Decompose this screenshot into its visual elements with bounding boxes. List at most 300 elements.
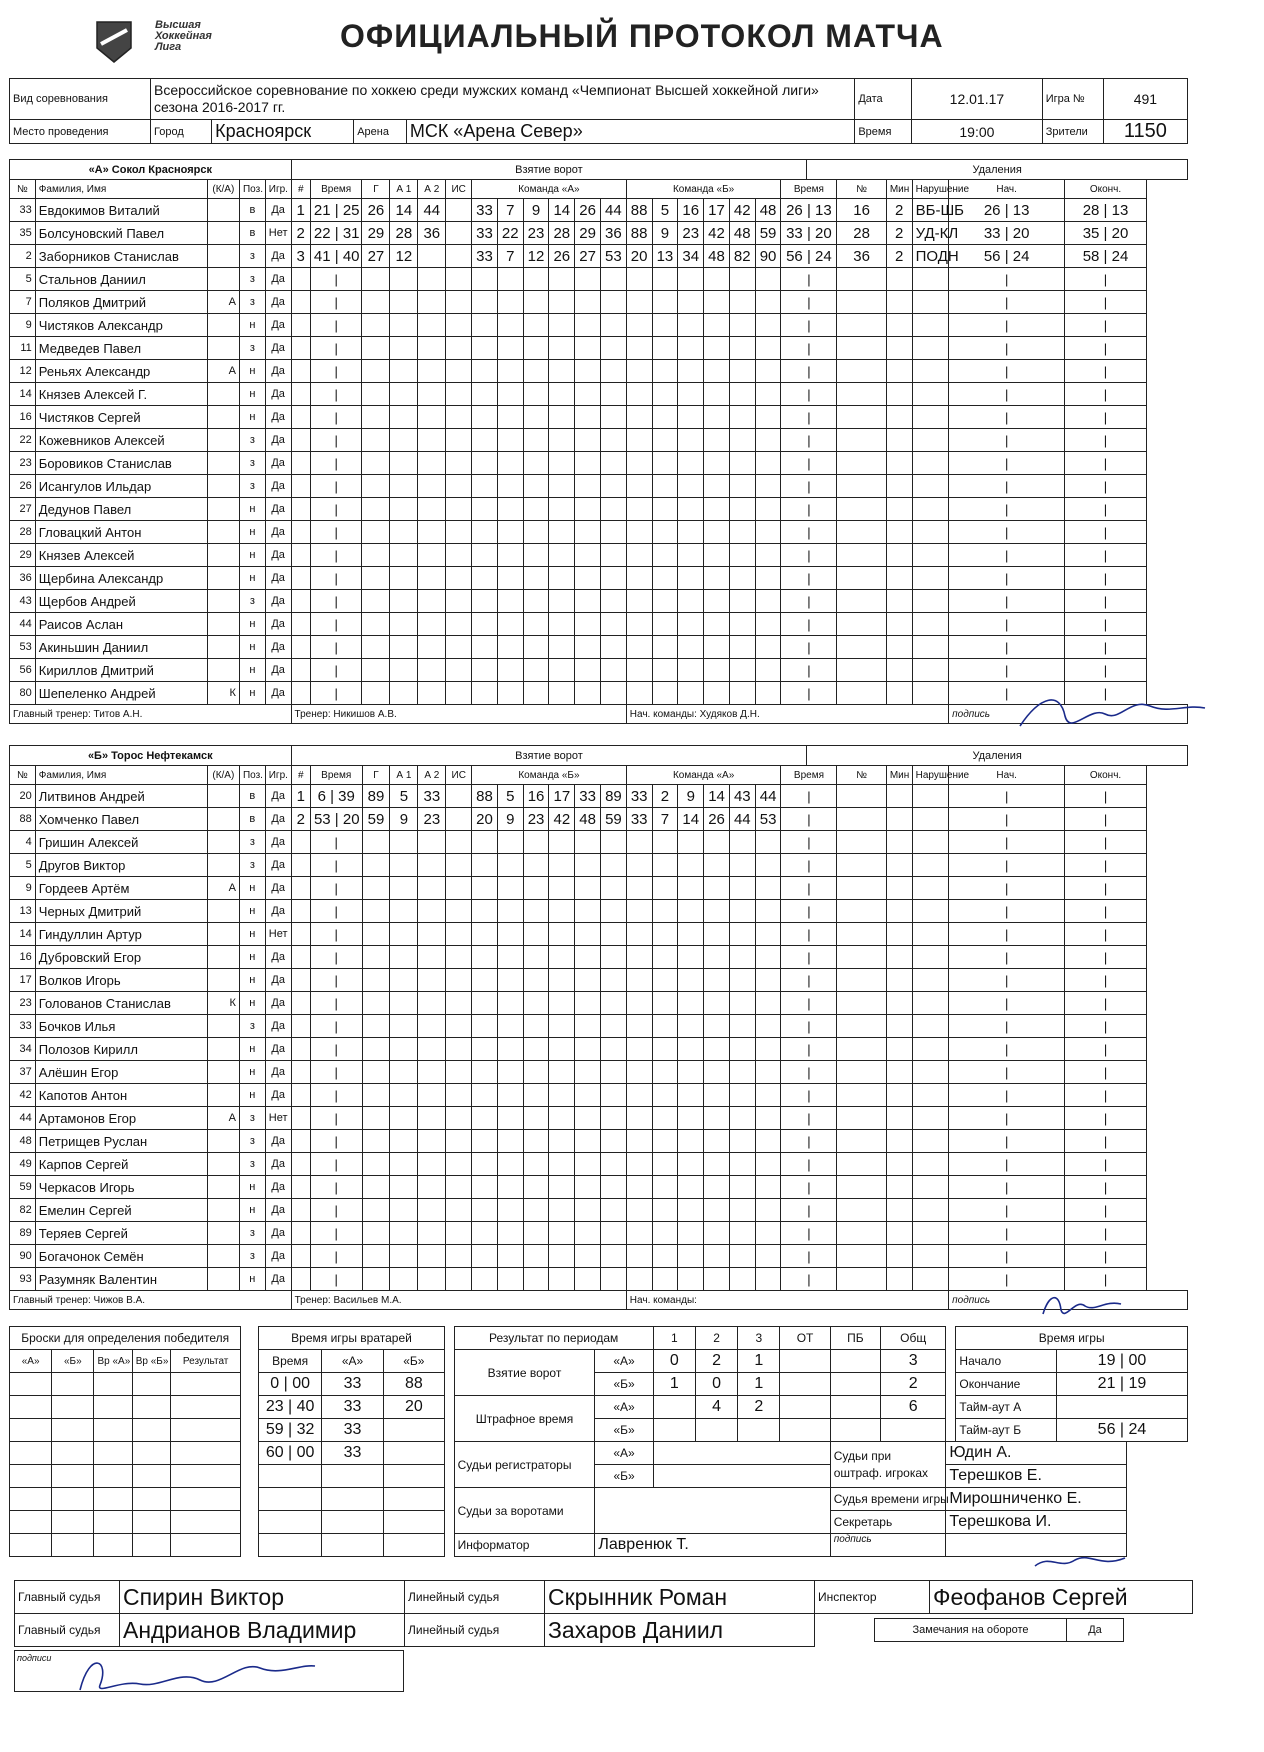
team-a-pen-minutes (886, 314, 912, 337)
main-referee-2: Андрианов Владимир (120, 1614, 405, 1647)
team-a-player-row (10, 521, 1188, 544)
team-a-goal-cell (652, 567, 678, 590)
team-a-player-name: Чистяков Александр (35, 314, 207, 337)
team-a-pen-violation: ВБ-ШБ (912, 199, 949, 222)
team-b-player-role (207, 1268, 239, 1291)
team-a-player-role (207, 544, 239, 567)
team-a-goal-cell (390, 498, 418, 521)
team-b-goal-time: | (310, 1199, 362, 1222)
team-b-pen-time: | (781, 1084, 837, 1107)
team-b-goal-cell (755, 992, 781, 1015)
team-a-goal-cell (390, 429, 418, 452)
team-b-pen-start: | (949, 1015, 1065, 1038)
team-a-onice-own: 33 (472, 199, 498, 222)
team-b-pen-time: | (781, 1061, 837, 1084)
team-a-goal-scorer: 26 (362, 199, 390, 222)
team-b-player-position: н (239, 1176, 265, 1199)
team-b-player-role (207, 1061, 239, 1084)
team-b-goal-cell (472, 992, 498, 1015)
team-a-goal-cell (678, 544, 704, 567)
team-b-onice-own: 59 (601, 808, 627, 831)
team-a-goal-cell (729, 567, 755, 590)
team-b-goal-cell (755, 1153, 781, 1176)
team-a-pen-start: | (949, 268, 1065, 291)
team-b-goal-cell (390, 923, 418, 946)
team-b-goal-cell (755, 1222, 781, 1245)
team-a-player-position: з (239, 337, 265, 360)
team-a-player-row (10, 429, 1188, 452)
team-b-player-role (207, 831, 239, 854)
team-b-pen-end: | (1065, 1176, 1147, 1199)
goals-b-pb (830, 1373, 880, 1396)
team-a-goal-cell (472, 590, 498, 613)
team-a-pen-time: | (781, 544, 837, 567)
team-a-goal-cell (549, 521, 575, 544)
team-a-goal-cell (729, 544, 755, 567)
team-a-player-played: Да (265, 245, 291, 268)
team-a-goal-cell (446, 429, 472, 452)
team-a-pen-time: | (781, 291, 837, 314)
team-b-goal-cell (729, 877, 755, 900)
team-b-goal-time: | (310, 1222, 362, 1245)
team-b-player-position: н (239, 969, 265, 992)
team-a-goal-cell (472, 521, 498, 544)
team-b-section (9, 745, 1188, 1310)
team-b-goal-cell (575, 854, 601, 877)
team-b-goal-cell (652, 1038, 678, 1061)
team-a-goal-cell (652, 590, 678, 613)
team-a-goal-cell (704, 567, 730, 590)
team-b-goal-cell (418, 1176, 446, 1199)
team-a-goal-cell (652, 659, 678, 682)
team-b-goal-cell (678, 1015, 704, 1038)
team-a-pen-player (837, 498, 886, 521)
team-b-player-number: 23 (10, 992, 36, 1015)
goals-team-a-label: «А» (595, 1350, 653, 1373)
team-a-team-chief-name: Худяков Д.Н. (699, 708, 760, 720)
team-b-pen-time: | (781, 900, 837, 923)
team-b-player-played: Да (265, 808, 291, 831)
team-a-goal-cell (390, 636, 418, 659)
team-a-goal-cell (472, 636, 498, 659)
team-a-player-position: н (239, 406, 265, 429)
team-b-player-name: Петрищев Руслан (35, 1130, 207, 1153)
team-a-player-played: Да (265, 521, 291, 544)
team-b-onice-opp: 14 (704, 785, 730, 808)
team-b-goal-cell (755, 877, 781, 900)
team-b-onice-own: 20 (472, 808, 498, 831)
team-a-goal-cell (390, 291, 418, 314)
team-a-goal-cell (472, 429, 498, 452)
team-b-goal-cell (704, 854, 730, 877)
team-a-goal-cell (472, 498, 498, 521)
team-b-goal-cell (472, 1107, 498, 1130)
team-a-player-name: Кожевников Алексей (35, 429, 207, 452)
team-b-goal-cell (497, 831, 523, 854)
team-b-goal-cell (755, 969, 781, 992)
signatures-label: подписи (17, 1653, 52, 1663)
team-b-goal-cell (549, 831, 575, 854)
team-b-goal-cell (523, 1199, 549, 1222)
team-b-goal-time: | (310, 1130, 362, 1153)
team-a-goal-cell (362, 360, 390, 383)
team-b-goal-cell (362, 992, 390, 1015)
team-b-goal-cell (523, 923, 549, 946)
team-b-player-number: 5 (10, 854, 36, 877)
team-a-player-role (207, 406, 239, 429)
team-b-pen-player (837, 808, 886, 831)
team-b-goal-time: | (310, 854, 362, 877)
team-b-pen-minutes (886, 808, 912, 831)
team-a-goal-time: | (310, 360, 362, 383)
team-b-player-number: 89 (10, 1222, 36, 1245)
team-b-pen-start: | (949, 969, 1065, 992)
notes-value: Да (1067, 1619, 1124, 1642)
team-a-goal-cell (704, 383, 730, 406)
team-b-goal-cell (678, 923, 704, 946)
team-b-goal-cell (390, 1153, 418, 1176)
team-a-goal-cell (575, 682, 601, 705)
team-a-player-name: Князев Алексей (35, 544, 207, 567)
team-a-pen-player (837, 544, 886, 567)
team-a-goal-cell (549, 452, 575, 475)
team-a-goal-cell (652, 406, 678, 429)
team-a-goal-cell (362, 291, 390, 314)
team-a-head-coach-name: Титов А.Н. (93, 708, 143, 720)
team-a-goal-cell (390, 360, 418, 383)
team-b-player-played: Да (265, 900, 291, 923)
team-a-pen-violation (912, 521, 949, 544)
team-a-pen-end: | (1065, 521, 1147, 544)
team-a-player-role: А (207, 360, 239, 383)
team-a-goal-cell (626, 636, 652, 659)
team-b-goal-cell (549, 946, 575, 969)
team-b-pen-end: | (1065, 992, 1147, 1015)
team-a-goal-cell (678, 314, 704, 337)
team-b-player-role (207, 1015, 239, 1038)
team-a-goal-sec: 31 (342, 224, 360, 242)
team-a-goal-cell (446, 636, 472, 659)
team-a-goal-time: | (310, 475, 362, 498)
team-a-pen-end: | (1065, 429, 1147, 452)
team-b-goal-cell (626, 1084, 652, 1107)
team-b-player-number: 34 (10, 1038, 36, 1061)
team-a-pen-end-sec: 24 (1111, 247, 1129, 265)
team-b-player-played: Нет (265, 1107, 291, 1130)
team-b-pen-end: | (1065, 946, 1147, 969)
team-b-pen-minutes (886, 1107, 912, 1130)
team-b-goal-time: | (310, 1084, 362, 1107)
team-a-pen-minutes: 2 (886, 245, 912, 268)
team-a-player-name: Раисов Аслан (35, 613, 207, 636)
team-a-pen-time: | (781, 452, 837, 475)
team-b-goal-cell (626, 1268, 652, 1291)
team-b-goal-cell (626, 1130, 652, 1153)
team-b-player-role (207, 1176, 239, 1199)
team-b-goal-cell (626, 1107, 652, 1130)
team-a-goal-cell (729, 475, 755, 498)
team-a-col-is: ИС (446, 180, 472, 199)
timeout-a-value (1056, 1396, 1187, 1419)
main-referee-1: Спирин Виктор (120, 1581, 405, 1614)
team-b-goal-cell (652, 992, 678, 1015)
team-a-goal-cell (729, 291, 755, 314)
team-b-player-row (10, 1199, 1188, 1222)
team-a-goal-number (291, 291, 310, 314)
team-a-goal-cell (600, 475, 626, 498)
team-a-pen-start-min: 33 (983, 224, 1001, 242)
team-a-onice-opp: 90 (755, 245, 781, 268)
team-a-player-row (10, 360, 1188, 383)
team-b-goal-cell (678, 969, 704, 992)
team-b-goal-cell (390, 1222, 418, 1245)
team-b-pen-minutes (886, 946, 912, 969)
team-a-goal-cell (755, 268, 781, 291)
team-a-penalties-header: Удаления (807, 160, 1188, 180)
team-a-goal-cell (446, 590, 472, 613)
team-b-goal-cell (575, 992, 601, 1015)
end-label: Окончание (956, 1373, 1057, 1396)
team-b-goal-number (291, 923, 310, 946)
team-a-player-played: Да (265, 613, 291, 636)
team-b-player-name: Артамонов Егор (35, 1107, 207, 1130)
team-a-pen-player (837, 337, 886, 360)
team-b-pen-player (837, 831, 886, 854)
team-b-goal-cell (729, 854, 755, 877)
team-a-team-chief-label: Нач. команды: (629, 708, 697, 720)
team-b-goal-cell (729, 1153, 755, 1176)
team-b-goal-cell (390, 1107, 418, 1130)
team-a-goal-cell (729, 521, 755, 544)
team-a-goal-cell (652, 498, 678, 521)
team-b-pen-minutes (886, 785, 912, 808)
team-a-pen-minutes (886, 291, 912, 314)
team-b-pen-end: | (1065, 808, 1147, 831)
team-b-pen-end: | (1065, 854, 1147, 877)
team-a-player-position: н (239, 360, 265, 383)
team-b-goal-cell (652, 1015, 678, 1038)
shootout-b-header: «Б» (52, 1350, 94, 1373)
team-a-pen-violation (912, 567, 949, 590)
goalie-row-2-a: 33 (321, 1396, 383, 1419)
team-b-pen-time: | (781, 1153, 837, 1176)
team-b-goal-cell (601, 992, 627, 1015)
team-b-player-role (207, 1245, 239, 1268)
team-a-onice-opp: 42 (704, 222, 730, 245)
team-a-goal-time: | (310, 682, 362, 705)
team-b-onice-own: 5 (497, 785, 523, 808)
team-a-pen-player (837, 613, 886, 636)
team-a-pen-player (837, 406, 886, 429)
team-b-goal-cell (390, 1176, 418, 1199)
team-a-goal-cell (678, 590, 704, 613)
team-a-goal-cell (390, 590, 418, 613)
team-a-player-number: 9 (10, 314, 36, 337)
team-b-goal-cell (418, 946, 446, 969)
team-a-goal-cell (678, 498, 704, 521)
team-b-player-played: Да (265, 1061, 291, 1084)
team-a-onice-own: 9 (523, 199, 549, 222)
team-a-pen-violation (912, 452, 949, 475)
team-a-goal-cell (472, 682, 498, 705)
team-b-pen-violation (912, 1153, 949, 1176)
team-b-pen-player (837, 969, 886, 992)
team-a-onice-own: 44 (600, 199, 626, 222)
team-b-goal-cell (362, 1268, 390, 1291)
team-b-goal-cell (678, 1130, 704, 1153)
team-a-col-pen-time: Время (781, 180, 837, 199)
team-b-player-played: Да (265, 1038, 291, 1061)
team-b-goal-cell (418, 1130, 446, 1153)
team-b-player-role (207, 1084, 239, 1107)
team-b-onice-own: 88 (472, 785, 498, 808)
team-b-player-number: 4 (10, 831, 36, 854)
team-b-goal-cell (704, 1176, 730, 1199)
team-a-pen-start: | (949, 475, 1065, 498)
team-b-goal-cell (652, 877, 678, 900)
team-b-onice-opp: 33 (626, 785, 652, 808)
team-a-player-position: н (239, 636, 265, 659)
team-a-team-title: «А» Сокол Красноярск (10, 160, 292, 180)
team-b-player-number: 16 (10, 946, 36, 969)
team-b-pen-end: | (1065, 969, 1147, 992)
team-b-pen-time: | (781, 923, 837, 946)
team-b-goal-cell (446, 831, 472, 854)
team-a-pen-minutes (886, 360, 912, 383)
team-b-player-name: Черкасов Игорь (35, 1176, 207, 1199)
team-a-pen-time-sec: 24 (815, 247, 832, 265)
team-a-goal-cell (446, 498, 472, 521)
team-a-pen-player (837, 682, 886, 705)
team-a-goal-time: | (310, 636, 362, 659)
team-b-goals-header: Взятие ворот (291, 746, 807, 766)
team-a-player-number: 27 (10, 498, 36, 521)
team-a-goal-cell (652, 613, 678, 636)
team-a-pen-end: | (1065, 544, 1147, 567)
team-a-goal-cell (418, 383, 446, 406)
team-b-goal-cell (523, 1268, 549, 1291)
team-a-onice-own: 28 (549, 222, 575, 245)
team-a-goal-cell (390, 613, 418, 636)
team-b-player-position: з (239, 1107, 265, 1130)
team-b-col-pen-end: Оконч. (1065, 766, 1147, 785)
team-a-goal-cell (704, 475, 730, 498)
team-a-goal-cell (549, 406, 575, 429)
team-b-player-name: Другов Виктор (35, 854, 207, 877)
team-a-goal-cell (652, 314, 678, 337)
team-a-goal-cell (755, 636, 781, 659)
team-b-onice-own: 48 (575, 808, 601, 831)
team-b-player-row (10, 969, 1188, 992)
team-b-pen-minutes (886, 831, 912, 854)
team-a-goal-time: | (310, 521, 362, 544)
team-a-goal-cell (497, 406, 523, 429)
team-b-goal-number (291, 1038, 310, 1061)
team-b-player-number: 48 (10, 1130, 36, 1153)
team-a-goal-cell (446, 521, 472, 544)
team-b-goal-cell (523, 1153, 549, 1176)
team-a-player-position: з (239, 268, 265, 291)
team-a-goal-cell (497, 429, 523, 452)
team-b-player-row (10, 946, 1188, 969)
team-a-goal-cell (652, 521, 678, 544)
team-a-goal-cell (362, 544, 390, 567)
team-a-goal-number (291, 360, 310, 383)
team-b-player-played: Да (265, 1176, 291, 1199)
team-b-goal-cell (418, 969, 446, 992)
team-a-player-position: н (239, 498, 265, 521)
team-b-player-position: н (239, 1199, 265, 1222)
team-b-pen-start: | (949, 1038, 1065, 1061)
team-b-goal-cell (472, 1153, 498, 1176)
team-a-pen-minutes (886, 521, 912, 544)
team-a-pen-end: | (1065, 498, 1147, 521)
pen-b-ot (780, 1419, 830, 1442)
team-a-goal-cell (362, 521, 390, 544)
team-a-pen-start-sec: 13 (1012, 201, 1030, 219)
team-a-goal-cell (575, 314, 601, 337)
team-a-goal-cell (497, 613, 523, 636)
team-a-pen-violation (912, 406, 949, 429)
team-a-onice-own: 7 (497, 245, 523, 268)
shootout-result-header: Результат (170, 1350, 240, 1373)
team-a-goal-cell (418, 636, 446, 659)
timekeeper-label: Судья времени игры (830, 1488, 946, 1511)
team-b-goal-cell (523, 992, 549, 1015)
team-b-goal-cell (390, 1245, 418, 1268)
team-a-pen-time: 56 | 24 (781, 245, 837, 268)
team-b-goal-cell (704, 1084, 730, 1107)
team-a-onice-opp: 13 (652, 245, 678, 268)
team-a-goal-cell (678, 636, 704, 659)
team-b-player-name: Гришин Алексей (35, 831, 207, 854)
team-a-goal-situation (446, 245, 472, 268)
team-b-goal-cell (652, 1222, 678, 1245)
team-a-player-name: Щербов Андрей (35, 590, 207, 613)
team-b-goal-cell (729, 969, 755, 992)
team-b-player-name: Алёшин Егор (35, 1061, 207, 1084)
team-a-pen-end: | (1065, 636, 1147, 659)
team-a-goal-cell (362, 498, 390, 521)
team-b-goal-cell (575, 923, 601, 946)
team-a-pen-player (837, 659, 886, 682)
team-b-goal-time: | (310, 1268, 362, 1291)
team-b-player-number: 37 (10, 1061, 36, 1084)
team-b-goal-cell (418, 1015, 446, 1038)
team-a-goal-cell (678, 521, 704, 544)
team-a-goal-cell (446, 360, 472, 383)
team-a-goal-cell (729, 659, 755, 682)
team-a-pen-violation (912, 659, 949, 682)
team-a-player-played: Да (265, 659, 291, 682)
team-a-player-number: 53 (10, 636, 36, 659)
team-a-goal-min: 41 (313, 247, 331, 265)
team-a-player-name: Дедунов Павел (35, 498, 207, 521)
team-a-goal-cell (497, 268, 523, 291)
team-b-goal-cell (575, 877, 601, 900)
team-b-player-position: н (239, 1268, 265, 1291)
comp-label: Вид соревнования (10, 79, 151, 120)
team-a-goal-number (291, 636, 310, 659)
team-b-pen-time: | (781, 1130, 837, 1153)
team-a-goal-cell (678, 452, 704, 475)
team-b-goal-cell (652, 1130, 678, 1153)
team-b-goal-cell (704, 1153, 730, 1176)
team-a-player-name: Реньях Александр (35, 360, 207, 383)
team-a-player-played: Да (265, 199, 291, 222)
team-b-pen-violation (912, 1222, 949, 1245)
team-b-goal-cell (755, 1245, 781, 1268)
